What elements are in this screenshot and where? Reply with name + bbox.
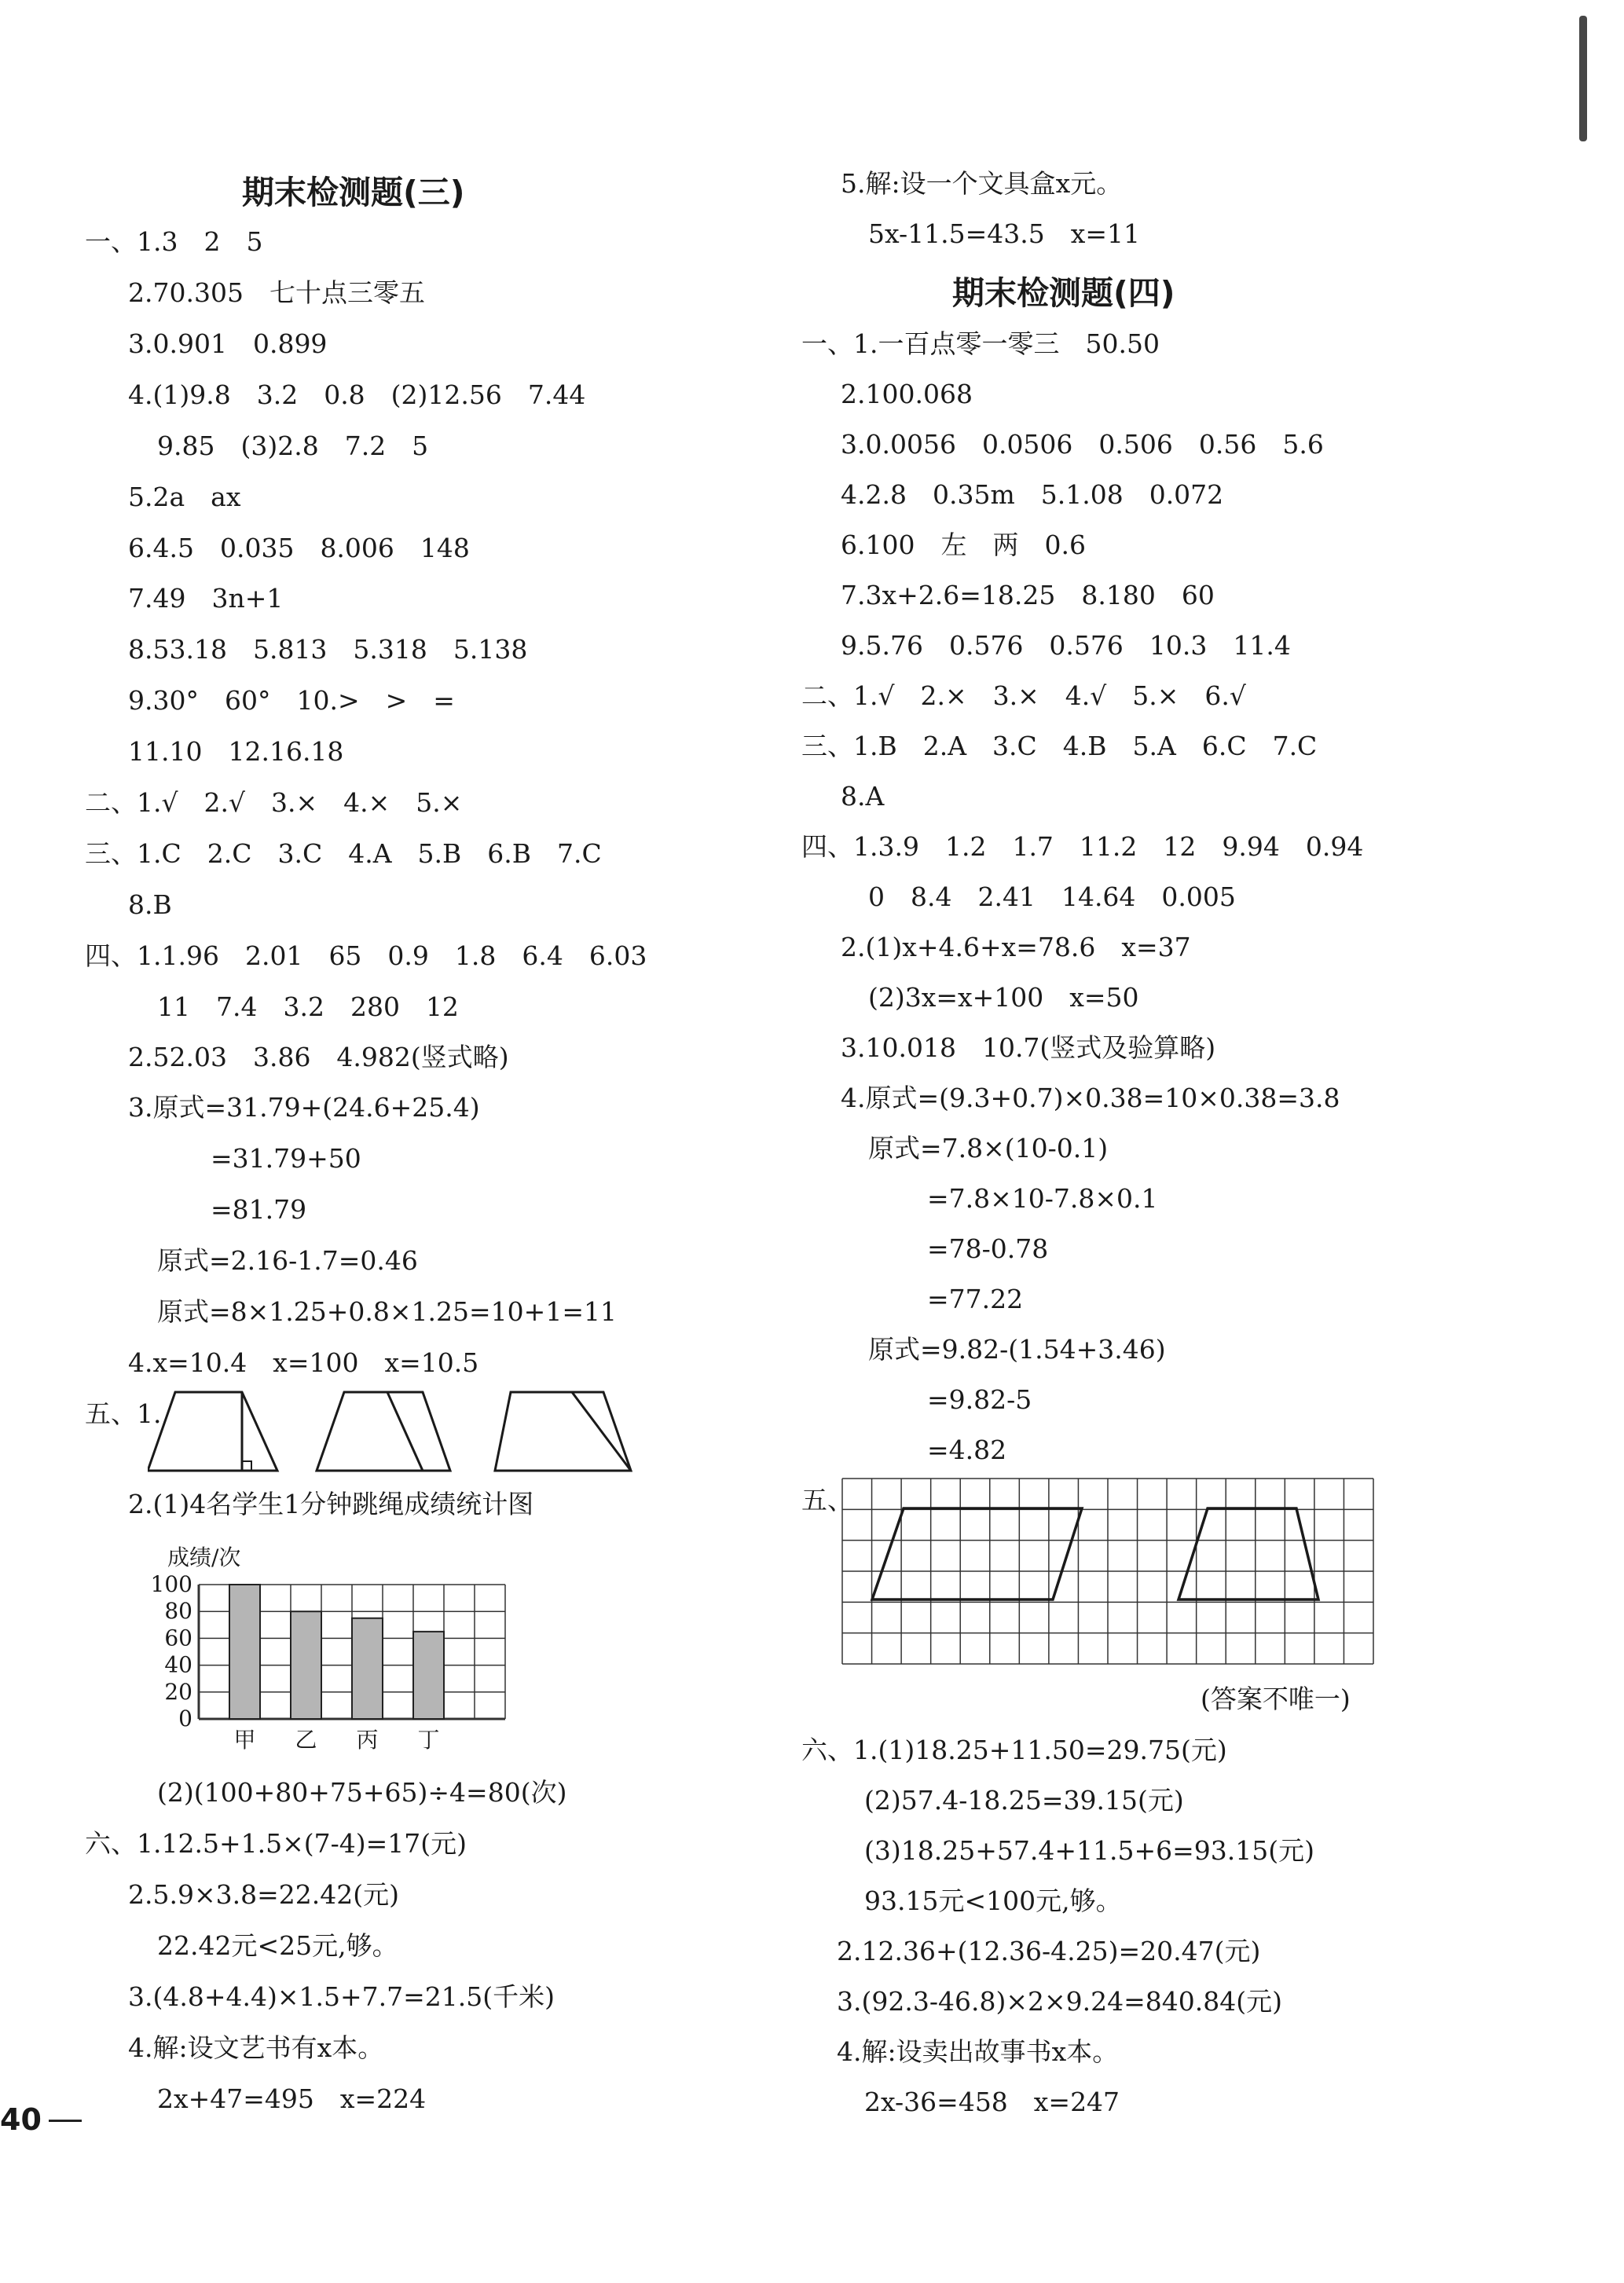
answer-line: 9.85 (3)2.8 7.2 5	[157, 431, 429, 461]
answer-line: (2)(100+80+75+65)÷4=80(次)	[157, 1777, 567, 1808]
answer-line: 2.100.068	[841, 379, 973, 409]
answer-line: =7.8×10-7.8×0.1	[927, 1183, 1158, 1214]
chart-x-ticks	[233, 1727, 439, 1753]
shapes-on-grid-figure	[841, 1477, 1375, 1666]
answer-line: 三、1.C 2.C 3.C 4.A 5.B 6.B 7.C	[85, 838, 602, 869]
chart-y-ticks	[151, 1571, 192, 1731]
answer-line: 3.(4.8+4.4)×1.5+7.7=21.5(千米)	[128, 1981, 555, 2012]
answer-line: 0 8.4 2.41 14.64 0.005	[868, 881, 1236, 912]
answer-line: 4.(1)9.8 3.2 0.8 (2)12.56 7.44	[128, 379, 586, 410]
y-tick-label: 0	[178, 1706, 192, 1731]
answer-line: 3.0.0056 0.0506 0.506 0.56 5.6	[841, 429, 1324, 460]
exam-title-3: 期末检测题(三)	[242, 174, 465, 211]
answer-line: 7.49 3n+1	[128, 583, 284, 614]
answer-line: 4.原式=(9.3+0.7)×0.38=10×0.38=3.8	[841, 1083, 1340, 1113]
answer-line: 8.A	[841, 781, 885, 812]
trapezoid-shape	[148, 1392, 277, 1471]
page-number: 40	[0, 2102, 42, 2137]
answer-line: 原式=8×1.25+0.8×1.25=10+1=11	[157, 1296, 617, 1327]
x-tick-label: 丁	[417, 1727, 440, 1753]
answer-line: 二、1.√ 2.√ 3.× 4.× 5.×	[85, 787, 463, 818]
answer-line: 5.2a ax	[128, 482, 241, 512]
y-tick-label: 100	[150, 1571, 192, 1597]
answer-line: 5x-11.5=43.5 x=11	[868, 218, 1141, 249]
answer-line: 3.0.901 0.899	[128, 328, 328, 359]
answer-line: 五、	[801, 1485, 853, 1515]
answer-line: 2.52.03 3.86 4.982(竖式略)	[128, 1042, 509, 1072]
answer-line: 2.70.305 七十点三零五	[128, 277, 425, 308]
answer-line: 2.(1)x+4.6+x=78.6 x=37	[841, 932, 1191, 962]
trapezoid-shape	[317, 1392, 450, 1471]
answer-line: 一、1.3 2 5	[85, 226, 263, 257]
answer-line: 4.解:设卖出故事书x本。	[837, 2036, 1119, 2067]
answer-line: 3.10.018 10.7(竖式及验算略)	[841, 1032, 1216, 1063]
answer-line: 93.15元<100元,够。	[864, 1885, 1122, 1916]
answer-line: 11.10 12.16.18	[128, 736, 344, 767]
answer-line: 原式=2.16-1.7=0.46	[157, 1245, 418, 1276]
answer-line: 8.B	[128, 889, 172, 920]
height-line	[387, 1392, 423, 1471]
answer-line: (2)3x=x+100 x=50	[868, 982, 1139, 1013]
answer-line: =31.79+50	[211, 1143, 361, 1174]
bar	[291, 1611, 321, 1719]
answer-line: 22.42元<25元,够。	[157, 1930, 398, 1961]
answer-line: 6.4.5 0.035 8.006 148	[128, 533, 470, 563]
y-tick-label: 80	[164, 1598, 192, 1625]
x-tick-label: 乙	[295, 1727, 317, 1753]
answer-line: 7.3x+2.6=18.25 8.180 60	[841, 580, 1215, 610]
y-tick-label: 40	[164, 1651, 192, 1678]
chart-bars	[229, 1585, 444, 1719]
answer-line: 9.5.76 0.576 0.576 10.3 11.4	[841, 630, 1291, 661]
chart-ylabel: 成绩/次	[167, 1545, 241, 1570]
answer-line: (3)18.25+57.4+11.5+6=93.15(元)	[864, 1835, 1314, 1866]
x-tick-label: 甲	[233, 1727, 256, 1753]
height-line	[572, 1392, 631, 1471]
answer-line: 2.12.36+(12.36-4.25)=20.47(元)	[837, 1936, 1261, 1966]
answer-line: 4.2.8 0.35m 5.1.08 0.072	[841, 479, 1224, 510]
scan-edge-mark	[1579, 16, 1587, 141]
answer-line: 2x-36=458 x=247	[864, 2087, 1120, 2117]
answer-line: 六、1.12.5+1.5×(7-4)=17(元)	[85, 1828, 467, 1859]
answer-line: 四、1.1.96 2.01 65 0.9 1.8 6.4 6.03	[85, 940, 647, 971]
answer-line: 四、1.3.9 1.2 1.7 11.2 12 9.94 0.94	[801, 831, 1364, 862]
parallelogram-shape	[872, 1508, 1082, 1600]
trapezoid-shape	[495, 1392, 631, 1471]
answer-line: 原式=9.82-(1.54+3.46)	[868, 1334, 1166, 1365]
x-tick-label: 丙	[356, 1727, 379, 1753]
answer-line: 3.(92.3-46.8)×2×9.24=840.84(元)	[837, 1986, 1282, 2017]
answer-line: 2x+47=495 x=224	[157, 2083, 427, 2114]
answer-line: 一、1.一百点零一零三 50.50	[801, 328, 1160, 359]
answer-line: 4.解:设文艺书有x本。	[128, 2032, 384, 2063]
right-angle-mark	[242, 1461, 251, 1471]
bar	[413, 1632, 444, 1719]
answer-line: 5.解:设一个文具盒x元。	[841, 168, 1123, 199]
answer-line: =78-0.78	[927, 1233, 1049, 1264]
answer-line: 五、1.	[85, 1398, 162, 1429]
y-tick-label: 20	[164, 1678, 192, 1705]
answer-line: 6.100 左 两 0.6	[841, 530, 1086, 560]
answer-line: 原式=7.8×(10-0.1)	[868, 1133, 1109, 1163]
answer-line: =77.22	[927, 1284, 1024, 1314]
answer-line: 三、1.B 2.A 3.C 4.B 5.A 6.C 7.C	[801, 731, 1318, 761]
grid-lines	[842, 1479, 1373, 1664]
answer-line: =81.79	[211, 1194, 307, 1225]
bar	[229, 1585, 260, 1719]
answer-line: =4.82	[927, 1435, 1007, 1465]
answer-line: 8.53.18 5.813 5.318 5.138	[128, 634, 528, 665]
trapezoid-heights-figure	[148, 1384, 729, 1479]
answer-line: 六、1.(1)18.25+11.50=29.75(元)	[801, 1735, 1227, 1765]
answer-line: =9.82-5	[927, 1384, 1032, 1415]
answer-line: 4.x=10.4 x=100 x=10.5	[128, 1347, 479, 1378]
answer-line: 3.原式=31.79+(24.6+25.4)	[128, 1092, 480, 1123]
answer-line: (答案不唯一)	[1201, 1684, 1351, 1714]
answer-line: 二、1.√ 2.× 3.× 4.√ 5.× 6.√	[801, 680, 1246, 711]
jump-rope-bar-chart	[85, 1536, 525, 1764]
page-number-dash	[49, 2120, 82, 2122]
answer-line: (2)57.4-18.25=39.15(元)	[864, 1785, 1184, 1816]
answer-line: 2.(1)4名学生1分钟跳绳成绩统计图	[128, 1489, 534, 1519]
answer-line: 11 7.4 3.2 280 12	[157, 991, 459, 1022]
trapezoid-shape	[1179, 1508, 1318, 1600]
answer-line: 9.30° 60° 10.> > =	[128, 685, 455, 716]
answer-line: 2.5.9×3.8=22.42(元)	[128, 1879, 399, 1910]
y-tick-label: 60	[164, 1625, 192, 1651]
exam-title-4: 期末检测题(四)	[952, 274, 1175, 312]
bar	[352, 1618, 383, 1719]
